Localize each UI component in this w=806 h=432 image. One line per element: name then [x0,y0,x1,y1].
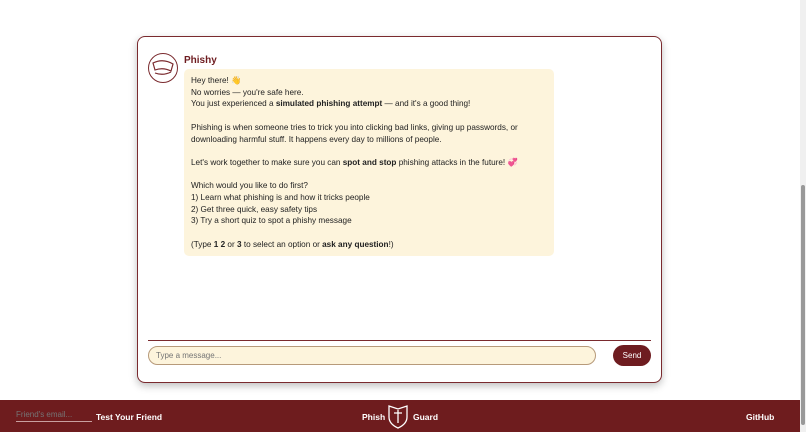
divider [148,340,651,341]
bot-message: Hey there! 👋 No worries — you're safe here. You just experienced a simulated phishing attempt — and it's a good thing! Phishing is when someone tries to trick you into clicking bad links, giving up passwords, or downloading harmful stuff. It happens every day to millions of people. Let's work together to make sure you can spot and stop phishing attacks in the future! 💞 Which would you like to do first? 1) Learn what phishing is and how it tricks people 2) Get three quick, easy safety tips 3) Try a short quiz to spot a phishy message (Type 1 2 or 3 to select an option or ask any question!) [184,69,554,256]
test-friend-button[interactable]: Test Your Friend [96,412,163,422]
footer [0,400,800,432]
chat-card [137,36,662,383]
bot-name: Phishy [184,55,217,66]
brand-left: Phish [362,412,386,422]
shield-logo-icon [387,403,409,431]
scrollbar-thumb[interactable] [801,185,805,425]
message-input[interactable] [148,346,596,365]
phishy-avatar [148,53,178,83]
github-link[interactable]: GitHub [746,412,775,422]
send-button[interactable]: Send [613,345,651,366]
brand-right: Guard [413,412,439,422]
scrollbar[interactable] [800,0,806,432]
friend-email-input[interactable] [16,410,92,422]
